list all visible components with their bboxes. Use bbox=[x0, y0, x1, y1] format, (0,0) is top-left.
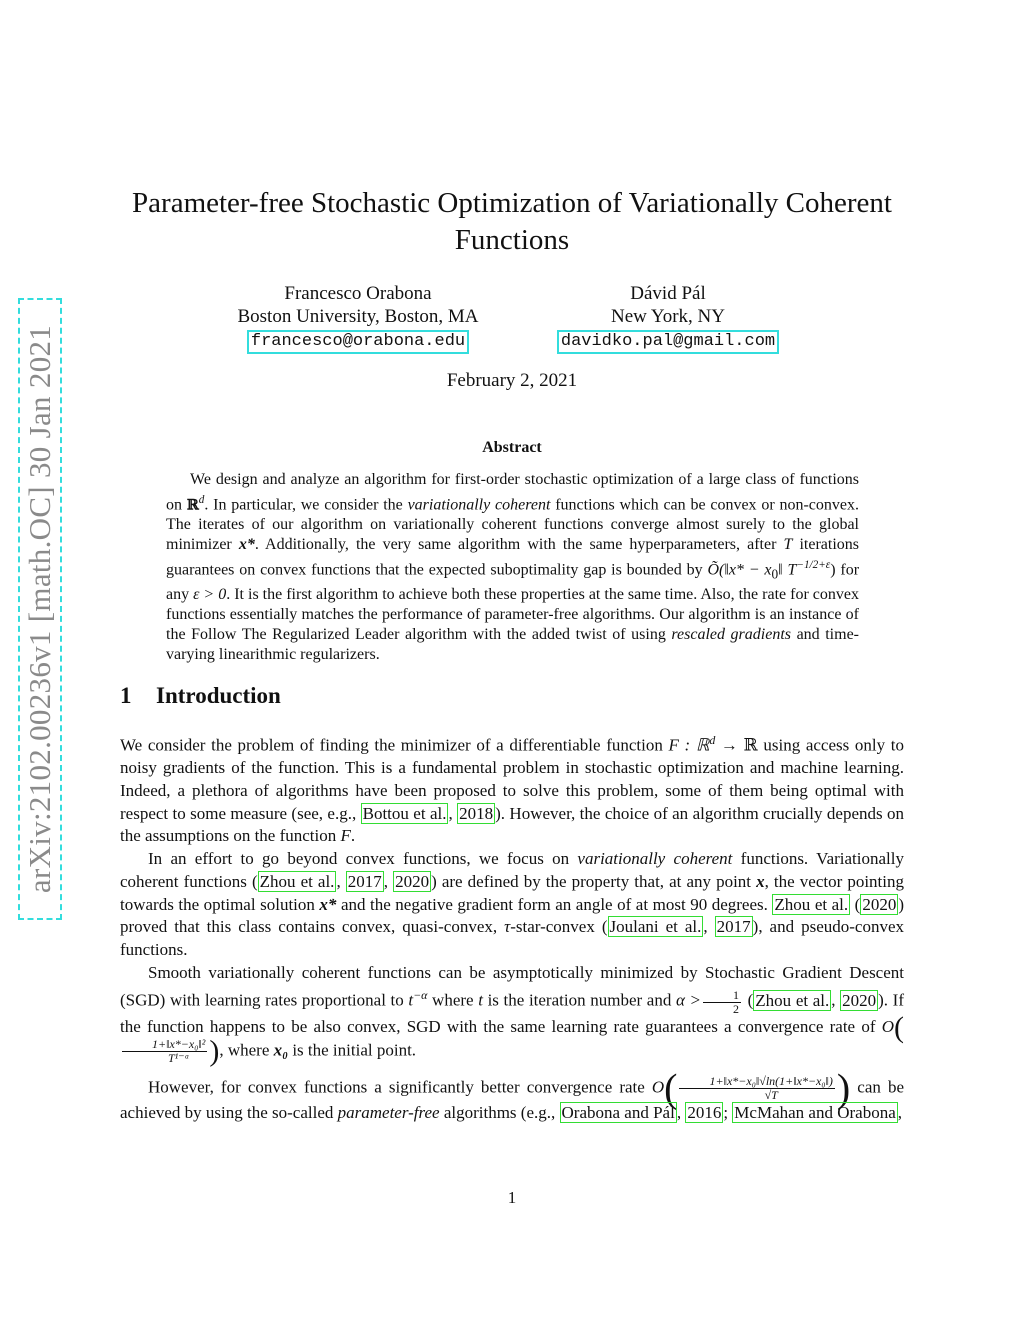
citation-link[interactable]: 2018 bbox=[459, 803, 494, 823]
citation-link[interactable]: Zhou et al. bbox=[755, 991, 830, 1011]
citation-link[interactable]: 2017 bbox=[716, 917, 751, 937]
citation-link[interactable]: Zhou et al. bbox=[259, 871, 335, 891]
paragraph: Smooth variationally coherent functions can be asymptotically minimized by Stochastic Gradient Descent (SGD) with learning rates proportional to $t^{-\alpha}$ where t is the iteration number and α > $\frac{1}{2}$ ( Zhou et al. , 2020 ). If the function happens to be also convex, SGD with the same learning rate guarantees a convergence rate of O( $\frac{\text{1+‖x*−x₀‖²}}{\text{T¹⁻ᵅ}}$ ), where x₀ is the initial point. bbox=[120, 962, 904, 1068]
fraction: $\frac{\text{1+‖x*−x₀‖²}}{\text{T¹⁻ᵅ}}$ bbox=[122, 1038, 207, 1065]
author-block bbox=[205, 282, 511, 354]
citation-link[interactable]: Orabona and Pál bbox=[561, 1103, 675, 1123]
author-name: Francesco Orabona bbox=[284, 283, 432, 304]
section-heading: 1 Introduction bbox=[120, 683, 281, 708]
citation-link[interactable]: Joulani et al. bbox=[609, 917, 702, 937]
paper-date: February 2, 2021 bbox=[446, 370, 578, 391]
page-number: 1 bbox=[507, 1188, 517, 1207]
paper-title: Parameter-free Stochastic Optimization of Variationally Coherent Functions bbox=[132, 187, 892, 256]
citation-link[interactable]: 2020 bbox=[842, 991, 877, 1011]
author-block bbox=[520, 282, 816, 354]
fraction: $\frac{1}{2}$ bbox=[703, 989, 741, 1016]
citation-link[interactable]: 2020 bbox=[862, 894, 897, 914]
citation-link[interactable]: 2016 bbox=[687, 1103, 722, 1123]
introduction-body bbox=[120, 729, 904, 1125]
arxiv-identifier: arXiv:2102.00236v1 [math.OC] 30 Jan 2021 bbox=[22, 324, 57, 894]
author-name: Dávid Pál bbox=[630, 283, 706, 304]
paragraph: We consider the problem of finding the minimizer of a differentiable function F : ℝ$^d$ → ℝ using access only to noisy gradients of the function. This is a fundamental problem in stochastic optimization and machine learning. Indeed, a plethora of algorithms have been proposed to solve this problem, some of them being optimal with respect to some measure (see, e.g., Bottou et al. , 2018 ). However, the choice of an algorithm crucially depends on the assumptions on the function F. bbox=[120, 733, 905, 846]
citation-link[interactable]: McMahan and Orabona bbox=[734, 1103, 896, 1123]
citation-link[interactable]: 2017 bbox=[347, 871, 382, 891]
fraction: $\frac{\text{1+‖x*−x₀‖√ln(1+‖x*−x₀‖)}}{√T}$ bbox=[679, 1075, 834, 1102]
citation-link[interactable]: Zhou et al. bbox=[774, 894, 849, 914]
paragraph: In an effort to go beyond convex functions, we focus on variationally coherent functions. Variationally coherent functions ( Zhou et al. , 2017 , 2020 ) are defined by the property that, at any point x, the vector pointing towards the optimal solution x* and the negative gradient form an angle of at most 90 degrees. Zhou et al. ( 2020 ) proved that this class contains convex, quasi-convex, τ-star-convex ( Joulani et al. , 2017 ), and pseudo-convex functions. bbox=[120, 849, 905, 959]
citation-link[interactable]: Bottou et al. bbox=[362, 803, 447, 823]
abstract-heading: Abstract bbox=[482, 439, 542, 456]
author-email-link[interactable]: francesco@orabona.edu bbox=[247, 330, 469, 354]
paragraph: However, for convex functions a significantly better convergence rate O( $\frac{\text{1+‖x*−x₀‖√ln(1+‖x*−x₀‖)}}{√T}$ ) can be achieved by using the so-called parameter-free algorithms (e.g., Orabona and Pál , 2016 ; McMahan and Orabona , bbox=[120, 1065, 905, 1123]
citation-link[interactable]: 2020 bbox=[395, 871, 430, 891]
author-email-link[interactable]: davidko.pal@gmail.com bbox=[557, 330, 779, 354]
abstract-body: We design and analyze an algorithm for first-order stochastic optimization of a large class of functions on ℝ$^d$. In particular, we consider the variationally coherent functions which can be convex or non-convex. The iterates of our algorithm on variationally coherent functions converge almost surely to the global minimizer x*. Additionally, the very same algorithm with the same hyperparameters, after T iterations guarantees on convex functions that the expected suboptimality gap is bounded by Õ(‖x* − $x_0‖$ $T^{-1/2+\varepsilon}$) for any ε > 0. It is the first algorithm to achieve both these properties at the same time. Also, the rate for convex functions essentially matches the performance of parameter-free algorithms. Our algorithm is an instance of the Follow The Regularized Leader algorithm with the added twist of using rescaled gradients and time-varying linearithmic regularizers. bbox=[166, 471, 860, 663]
author-affiliation: New York, NY bbox=[610, 306, 725, 327]
author-affiliation: Boston University, Boston, MA bbox=[237, 306, 479, 327]
